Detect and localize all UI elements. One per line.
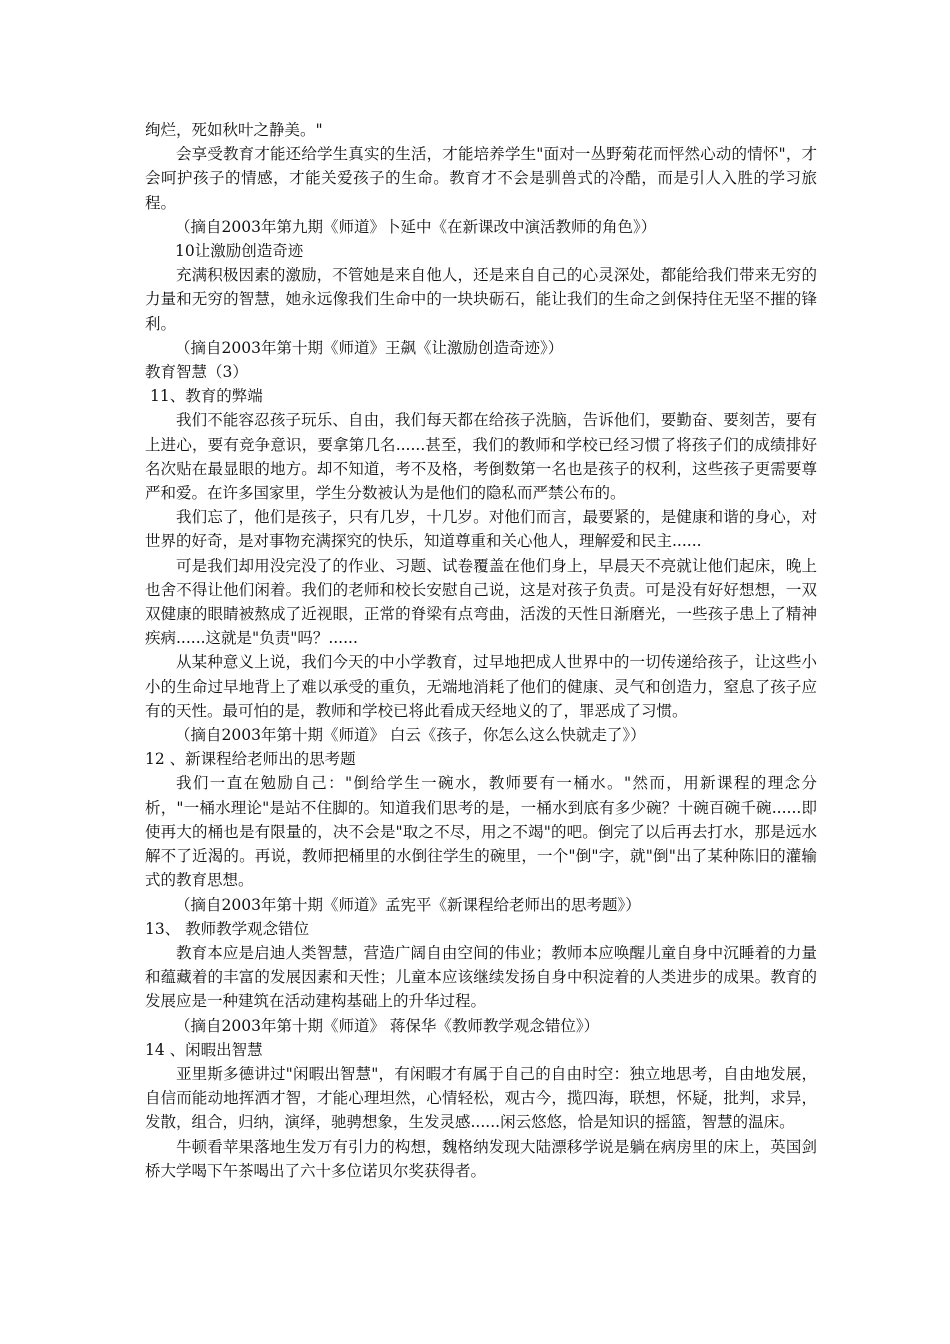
source-citation: （摘自2003年第十期《师道》 白云《孩子，你怎么这么快就走了》） (175, 726, 646, 745)
body-paragraph: 我们一直在勉励自己："倒给学生一碗水，教师要有一桶水。"然而，用新课程的理念分析，"一桶水理论"是站不住脚的。知道我们思考的是，一桶水到底有多少碗？十碗百碗千碗......即使再大的桶也是有限量的，决不会是"取之不尽，用之不竭"的吧。倒完了以后再去打水，那是远水解不了近渴的。再说，教师把桶里的水倒往学生的碗里，一个"倒"字，就"倒"出了某种陈旧的灌输式的教育思想。 (145, 774, 817, 890)
section-heading: 11、教育的弊端 (150, 387, 263, 406)
body-paragraph: 亚里斯多德讲过"闲暇出智慧"，有闲暇才有属于自己的自由时空：独立地思考，自由地发展，自信而能动地挥洒才智，才能心理坦然，心情轻松，观古今，揽四海，联想，怀疑，批判，求异，发散，组合，归纳，演绎，驰骋想象，生发灵感......闲云悠悠，恰是知识的摇篮，智慧的温床。 (145, 1064, 817, 1132)
body-paragraph: 我们不能容忍孩子玩乐、自由，我们每天都在给孩子洗脑，告诉他们，要勤奋、要刻苦，要有上进心，要有竞争意识，要拿第几名......甚至，我们的教师和学校已经习惯了将孩子们的成绩排好名次贴在最显眼的地方。却不知道，考不及格，考倒数第一名也是孩子的权利，这些孩子更需要尊严和爱。在许多国家里，学生分数被认为是他们的隐私而严禁公布的。 (145, 411, 817, 503)
source-citation: （摘自2003年第十期《师道》王飙《让激励创造奇迹》） (175, 338, 564, 357)
source-citation: （摘自2003年第十期《师道》孟宪平《新课程给老师出的思考题》） (175, 895, 641, 914)
body-paragraph: 教育本应是启迪人类智慧，营造广阔自由空间的伟业；教师本应唤醒儿童自身中沉睡着的力量和蕴藏着的丰富的发展因素和天性；儿童本应该继续发扬自身中积淀着的人类进步的成果。教育的发展应是一种建筑在活动建构基础上的升华过程。 (145, 943, 817, 1011)
body-paragraph: 充满积极因素的激励，不管她是来自他人，还是来自自己的心灵深处，都能给我们带来无穷的力量和无穷的智慧，她永远像我们生命中的一块块砺石，能让我们的生命之剑保持住无坚不摧的锋利。 (145, 266, 817, 333)
document-page (145, 118, 817, 1183)
body-paragraph: 可是我们却用没完没了的作业、习题、试卷覆盖在他们身上，早晨天不亮就让他们起床，晚上也舍不得让他们闲着。我们的老师和校长安慰自己说，这是对孩子负责。可是没有好好想想，一双双健康的眼睛被熬成了近视眼，正常的脊梁有点弯曲，活泼的天性日渐磨光，一些孩子患上了精神疾病......这就是"负责"吗？...... (145, 556, 817, 648)
body-paragraph: 绚烂，死如秋叶之静美。" (145, 121, 323, 139)
body-paragraph: 从某种意义上说，我们今天的中小学教育，过早地把成人世界中的一切传递给孩子，让这些小小的生命过早地背上了难以承受的重负，无端地消耗了他们的健康、灵气和创造力，窒息了孩子应有的天性。最可怕的是，教师和学校已将此看成天经地义的了，罪恶成了习惯。 (145, 653, 817, 720)
section-heading: 14 、闲暇出智慧 (145, 1040, 263, 1059)
section-heading: 13、 教师教学观念错位 (145, 919, 310, 938)
body-paragraph: 牛顿看苹果落地生发万有引力的构想，魏格纳发现大陆漂移学说是躺在病房里的床上，英国剑桥大学喝下午茶喝出了六十多位诺贝尔奖获得者。 (145, 1137, 817, 1180)
section-heading: 教育智慧（3） (145, 363, 248, 382)
section-heading: 12 、新课程给老师出的思考题 (145, 750, 356, 769)
source-citation: （摘自2003年第十期《师道》 蒋保华《教师教学观念错位》） (175, 1016, 600, 1035)
body-paragraph: 我们忘了，他们是孩子，只有几岁，十几岁。对他们而言，最要紧的，是健康和谐的身心，对世界的好奇，是对事物充满探究的快乐，知道尊重和关心他人，理解爱和民主...... (145, 508, 817, 551)
section-heading: 10让激励创造奇迹 (175, 242, 304, 261)
body-paragraph: 会享受教育才能还给学生真实的生活，才能培养学生"面对一丛野菊花而怦然心动的情怀"，才会呵护孩子的情感，才能关爱孩子的生命。教育才不会是驯兽式的冷酷，而是引人入胜的学习旅程。 (145, 145, 817, 212)
source-citation: （摘自2003年第九期《师道》卜延中《在新课改中演活教师的角色》） (175, 217, 657, 236)
